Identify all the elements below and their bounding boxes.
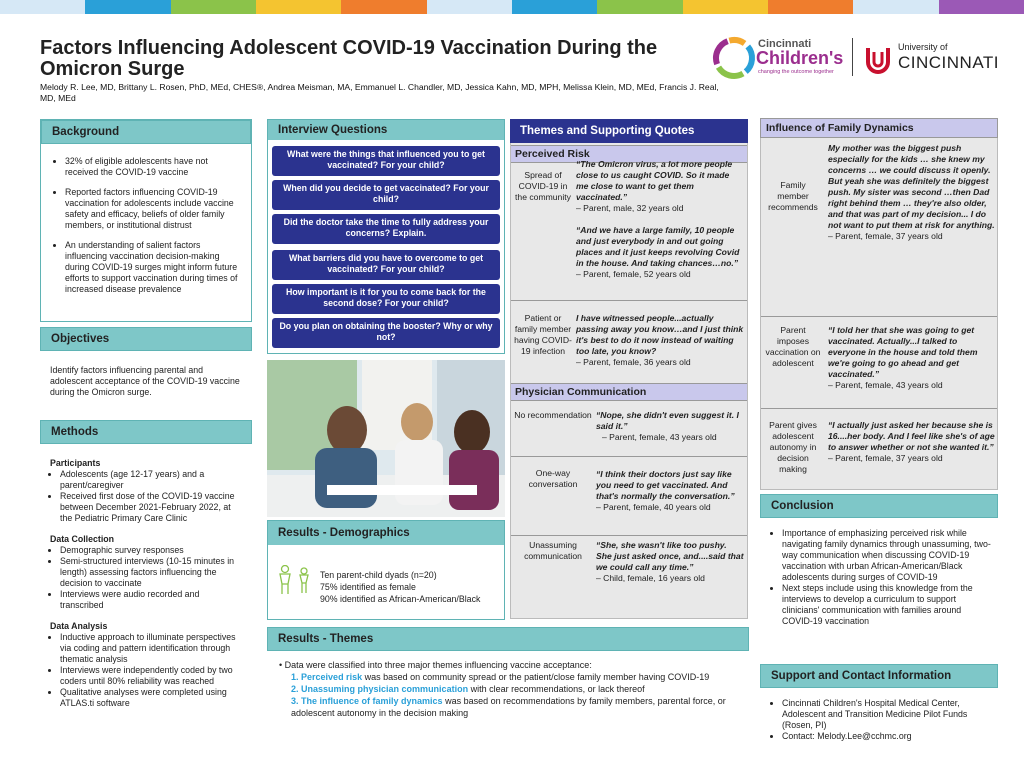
autonomy-label: Parent gives adolescent autonomy in decision making xyxy=(769,420,817,474)
collection-list xyxy=(50,545,244,611)
list-item: • 32% of eligible adolescents have not received the COVID-19 vaccine xyxy=(65,156,243,178)
poster-title: Factors Influencing Adolescent COVID-19 Vaccination During the Omicron Surge xyxy=(40,37,658,80)
question-2: When did you decide to get vaccinated? For your child? xyxy=(272,180,500,210)
imposes-quote: “I told her that she was going to get vaccinated. Actually...I talked to everyone in the house and told them we're going to go ahead and get vaccinated.” – Parent, female, 43 years old xyxy=(828,325,978,390)
analysis-label: Data Analysis xyxy=(50,621,108,631)
objectives-header: Objectives xyxy=(40,327,252,351)
collection-label: Data Collection xyxy=(50,534,115,544)
objectives-panel xyxy=(40,327,252,407)
perceived-risk-subheader: Perceived Risk xyxy=(511,145,747,163)
demographics-panel xyxy=(267,520,505,620)
unassuming-quote: “She, she wasn't like too pushy. She just asked once, and....said that we could call any time.” – Child, female, 16 years old xyxy=(596,540,744,583)
theme-item-1: 1. Perceived risk was based on community spread or the patient/close family member having COVID-19 xyxy=(291,672,710,682)
university-of-cincinnati-logo: University of CINCINNATI xyxy=(864,42,1004,78)
row-divider xyxy=(511,535,747,536)
patient-label: Patient or family member having COVID-19 infection xyxy=(514,313,572,356)
unassuming-label: Unassuming communication xyxy=(524,540,582,561)
participants-list xyxy=(50,469,244,524)
themes-intro: • Data were classified into three major themes influencing vaccine acceptance: xyxy=(279,660,592,670)
list-item: • Received first dose of the COVID-19 vaccine between December 2021-February 2022, at the Pediatric Primary Care Clinic xyxy=(60,491,244,524)
list-item: • Adolescents (age 12-17 years) and a parent/caregiver xyxy=(60,469,244,491)
question-5: How important is it for you to come back for the second dose? For your child? xyxy=(272,284,500,314)
list-item: • An understanding of salient factors influencing vaccination decision-making during COVID-19 surges might inform future efforts to support vaccination during times of increased disease prevalence xyxy=(65,240,243,295)
list-item: • Reported factors influencing COVID-19 vaccination for adolescents include vaccine safety and efficacy, beliefs of older family members, or institutional distrust xyxy=(65,187,243,231)
demographics-text: Ten parent-child dyads (n=20) 75% identified as female 90% identified as African-American/Black xyxy=(320,570,481,604)
participants-label: Participants xyxy=(50,458,101,468)
support-panel xyxy=(760,664,998,756)
oneway-quote: “I think their doctors just say like you need to get vaccinated. And that's normally the conversation.” – Parent, female, 40 years old xyxy=(596,469,735,512)
patient-quote: I have witnessed people...actually passing away you know…and I just think it's best to do it now instead of waiting too late, you know? – Parent, female, 36 years old xyxy=(576,313,744,367)
support-header: Support and Contact Information xyxy=(760,664,998,688)
spread-quote: “The Omicron virus, a lot more people close to us caught COVID. So it made me close to want to get them vaccinated.” – Parent, male, 32 years old “And we have a large family, 10 people and just everybody in and out going places and it just keeps revolving Covid in the house. And taking chances…no.” – Parent, female, 52 years old xyxy=(576,159,740,279)
row-divider xyxy=(511,456,747,457)
row-divider xyxy=(761,316,997,317)
objectives-text: Identify factors influencing parental and adolescent acceptance of the COVID-19 vaccine during the Omicron surge. xyxy=(50,365,240,397)
list-item: • Importance of emphasizing perceived risk while navigating family dynamics through unassuming, two-way communication when discussing COVID-19 vaccination with urban African-American/Black adolescents during surges of COVID-19 xyxy=(782,528,992,583)
logo-divider xyxy=(852,38,853,76)
spread-label: Spread of COVID-19 in the community xyxy=(515,170,571,202)
family-dynamics-header: Influence of Family Dynamics xyxy=(760,118,998,138)
list-item: • Contact: Melody.Lee@cchmc.org xyxy=(782,731,992,742)
author-list: Melody R. Lee, MD, Brittany L. Rosen, PhD, MEd, CHES®, Andrea Meisman, MA, Emmanuel L. Chandler, MD, Jessica Kahn, MD, MPH, Melissa Klein, MD, MEd, Francis J. Real, MD, MEd xyxy=(40,82,719,103)
analysis-list xyxy=(50,632,244,709)
family-photo xyxy=(267,360,505,517)
norec-label: No recommendation xyxy=(514,410,592,420)
question-6: Do you plan on obtaining the booster? Why or why not? xyxy=(272,318,500,348)
list-item: • Interviews were audio recorded and transcribed xyxy=(60,589,244,611)
list-item: • Next steps include using this knowledge from the interviews to develop a curriculum to support clinicians' communication with families around COVID-19 vaccination xyxy=(782,583,992,627)
results-themes-header: Results - Themes xyxy=(267,627,749,651)
background-panel xyxy=(40,119,252,322)
question-4: What barriers did you have to overcome to get vaccinated? For your child? xyxy=(272,250,500,280)
row-divider xyxy=(511,300,747,301)
list-item: • Interviews were independently coded by two coders until 80% reliability was reached xyxy=(60,665,244,687)
question-3: Did the doctor take the time to fully address your concerns? Explain. xyxy=(272,214,500,244)
question-1: What were the things that influenced you to get vaccinated? For your child? xyxy=(272,146,500,176)
row-divider xyxy=(761,408,997,409)
family-recommends-label: Family member recommends xyxy=(768,180,818,212)
list-item: • Qualitative analyses were completed using ATLAS.ti software xyxy=(60,687,244,709)
oneway-label: One-way conversation xyxy=(528,468,578,489)
background-header: Background xyxy=(41,120,251,144)
list-item: • Inductive approach to illuminate perspectives via coding and pattern identification through thematic analysis xyxy=(60,632,244,665)
conclusion-panel xyxy=(760,494,998,656)
people-icon xyxy=(276,565,316,600)
imposes-label: Parent imposes vaccination on adolescent xyxy=(765,325,821,368)
cincinnati-childrens-logo: Cincinnati Children's changing the outcome together xyxy=(712,36,842,82)
demographics-header: Results - Demographics xyxy=(268,521,504,545)
list-item: • Demographic survey responses xyxy=(60,545,244,556)
methods-header: Methods xyxy=(40,420,252,444)
theme-item-2: 2. Unassuming physician communication with clear recommendations, or lack thereof xyxy=(291,684,645,694)
physician-subheader: Physician Communication xyxy=(511,383,747,401)
background-list xyxy=(41,144,251,295)
themes-quotes-header: Themes and Supporting Quotes xyxy=(510,119,748,143)
methods-panel xyxy=(40,420,252,755)
list-item: • Semi-structured interviews (10-15 minutes in length) assessing factors influencing the decision to vaccinate xyxy=(60,556,244,589)
autonomy-quote: “I actually just asked her because she is 16....her body. And I feel like she's of age to answer whether or not she wanted it.” – Parent, female, 37 years old xyxy=(828,420,995,463)
family-recommends-quote: My mother was the biggest push especially for the kids … she knew my concerns … we could discuss it openly. But yeah she was definitely the biggest push. My sister was second …then Dad right behind them … they're also older, and that was part of my decision... I do not want to put them at risk for anything. – Parent, female, 37 years old xyxy=(828,143,995,241)
norec-quote: “Nope, she didn't even suggest it. I said it.” – Parent, female, 43 years old xyxy=(596,410,739,442)
interview-header: Interview Questions xyxy=(268,120,504,140)
list-item: • Cincinnati Children's Hospital Medical Center, Adolescent and Transition Medicine Pilot Funds (Rosen, PI) xyxy=(782,698,992,731)
themes-list xyxy=(267,651,749,719)
results-themes-panel xyxy=(267,627,749,755)
conclusion-list xyxy=(760,518,998,627)
support-list xyxy=(760,688,998,742)
conclusion-header: Conclusion xyxy=(760,494,998,518)
theme-item-3: 3. The influence of family dynamics was based on recommendations by family members, parental force, or adolescent autonomy in the decision making xyxy=(291,696,726,718)
color-band xyxy=(0,0,1024,14)
